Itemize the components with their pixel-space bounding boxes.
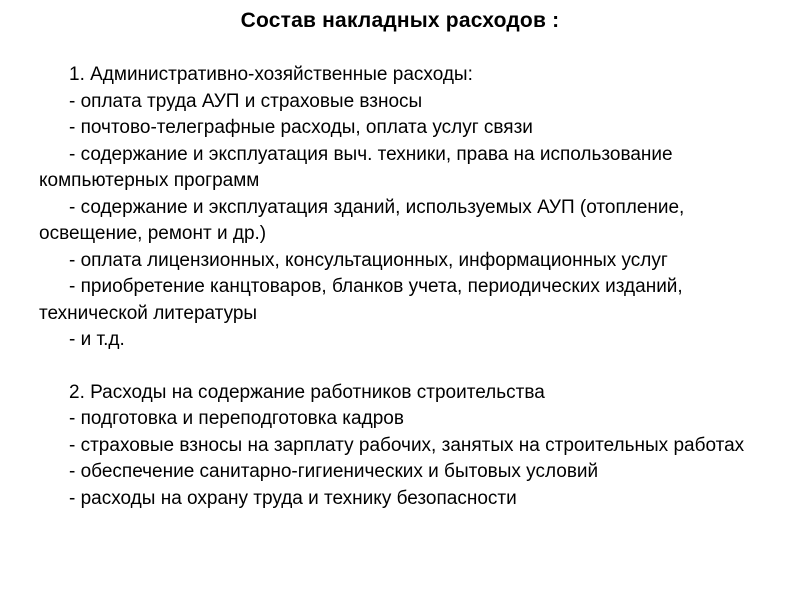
section-spacer <box>39 354 759 380</box>
page-title: Состав накладных расходов : <box>240 9 560 32</box>
list-item: - содержание и эксплуатация зданий, используемых АУП (отопление, освещение, ремонт и др.) <box>39 196 685 244</box>
slide-body <box>39 62 759 512</box>
list-item: - и т.д. <box>69 329 125 350</box>
list-item: - приобретение канцтоваров, бланков учета, периодических изданий, технической литературы <box>39 276 683 324</box>
section-2-heading: 2. Расходы на содержание работников строительства <box>69 381 545 403</box>
list-item: - обеспечение санитарно-гигиенических и бытовых условий <box>69 461 599 482</box>
list-item: - оплата лицензионных, консультационных, информационных услуг <box>69 249 668 271</box>
list-item: - подготовка и переподготовка кадров <box>69 408 404 429</box>
section-1-heading: 1. Административно-хозяйственные расходы: <box>69 64 473 85</box>
list-item: - содержание и эксплуатация выч. техники, права на использование компьютерных программ <box>39 143 673 191</box>
list-item: - расходы на охрану труда и технику безопасности <box>69 487 517 509</box>
list-item: - оплата труда АУП и страховые взносы <box>69 90 423 112</box>
list-item: - страховые взносы на зарплату рабочих, занятых на строительных работах <box>69 434 745 456</box>
list-item: - почтово-телеграфные расходы, оплата услуг связи <box>69 117 533 138</box>
